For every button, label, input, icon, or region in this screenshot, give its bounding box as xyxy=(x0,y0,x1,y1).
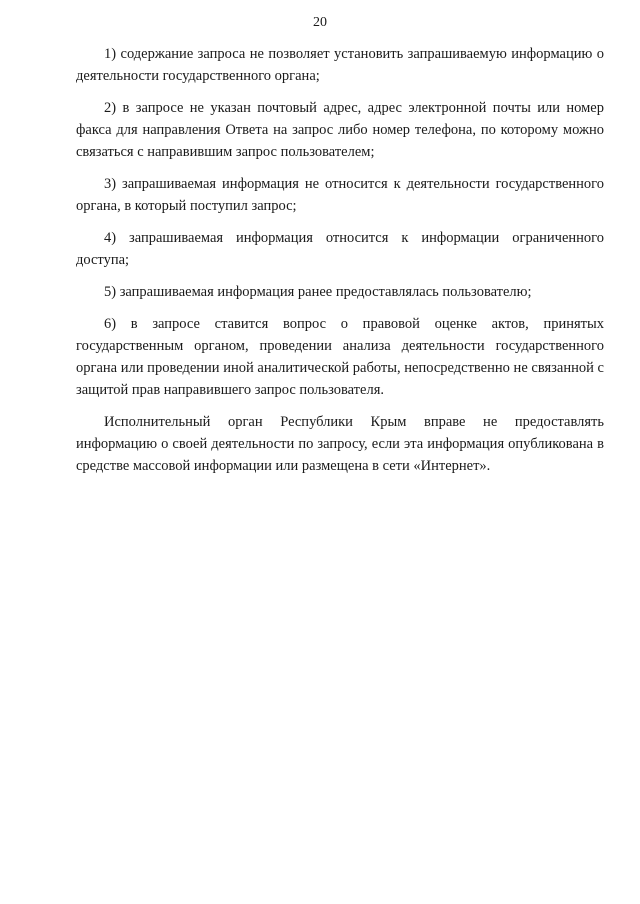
list-item-2: 2) в запросе не указан почтовый адрес, адрес электронной почты или номер факса для направления Ответа на запрос либо номер телефона, по которому можно связаться с направившим запрос пользователем; xyxy=(76,100,604,160)
list-item-5: 5) запрашиваемая информация ранее предоставлялась пользователю; xyxy=(104,284,532,300)
document-body xyxy=(76,43,604,487)
list-item-1: 1) содержание запроса не позволяет установить запрашиваемую информацию о деятельности государственного органа; xyxy=(76,46,604,84)
closing-paragraph: Исполнительный орган Республики Крым вправе не предоставлять информацию о своей деятельности по запросу, если эта информация опубликована в средстве массовой информации или размещена в сети «Интернет». xyxy=(76,414,604,474)
page-number: 20 xyxy=(313,15,327,30)
list-item-4: 4) запрашиваемая информация относится к информации ограниченного доступа; xyxy=(76,230,604,268)
list-item-3: 3) запрашиваемая информация не относится к деятельности государственного органа, в который поступил запрос; xyxy=(76,176,604,214)
list-item-6: 6) в запросе ставится вопрос о правовой оценке актов, принятых государственным органом, проведении анализа деятельности государственного органа или проведении иной аналитической работы, непосредственно не связанной с защитой прав направившего запрос пользователя. xyxy=(76,316,604,398)
